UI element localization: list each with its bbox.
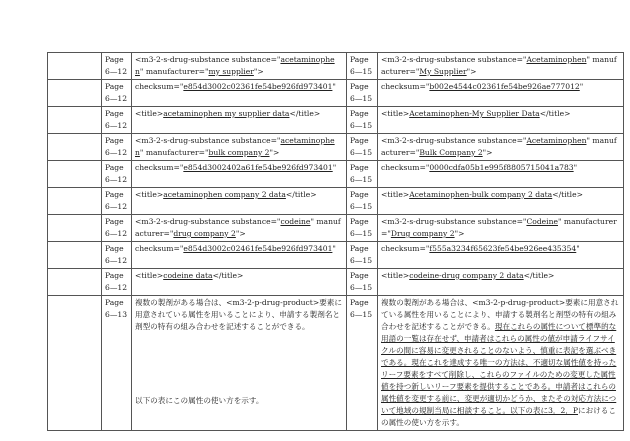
text-fragment: <m3-2-s-drug-substance substance=" <box>135 217 281 226</box>
changed-text: my supplier <box>208 67 254 76</box>
text-fragment: <m3-2-s-drug-substance substance=" <box>381 55 527 64</box>
text-fragment: </title> <box>539 109 571 118</box>
old-page-cell: Page 6—12 <box>102 53 132 80</box>
old-page-cell: Page 6—12 <box>102 242 132 269</box>
changed-text: e854d3002c02361fe54be926fd973401 <box>183 82 333 91</box>
blank-cell <box>48 107 102 134</box>
table-row <box>48 215 624 242</box>
old-text-cell <box>132 188 347 215</box>
old-page-cell: Page 6—13 <box>102 296 132 431</box>
text-fragment: checksum=" <box>135 163 184 172</box>
text-fragment: " <box>576 244 580 253</box>
changed-text: Drug company 2 <box>390 229 455 238</box>
new-text-cell <box>378 188 624 215</box>
table-row <box>48 296 624 431</box>
table-row <box>48 53 624 80</box>
text-fragment: "> <box>482 148 493 157</box>
text-fragment: " <box>332 163 337 172</box>
text-fragment: "> <box>253 67 264 76</box>
old-text-cell <box>132 269 347 296</box>
changed-text: drug company 2 <box>173 229 236 238</box>
new-page-cell: Page 6—15 <box>347 53 378 80</box>
new-page-cell: Page 6—15 <box>347 269 378 296</box>
old-page-cell: Page 6—12 <box>102 161 132 188</box>
text-fragment: checksum=" <box>381 163 430 172</box>
text-fragment: <title> <box>135 271 164 280</box>
changed-text: Acetaminophen-My Supplier Data <box>409 109 540 118</box>
changed-text: b002e4544c02361fe54be926ae777012 <box>429 82 580 91</box>
table-row <box>48 269 624 296</box>
text-fragment: "> <box>269 148 280 157</box>
text-fragment: " manufacturer=" <box>139 148 209 157</box>
text-fragment: checksum=" <box>135 82 184 91</box>
blank-cell <box>48 53 102 80</box>
old-text-cell <box>132 215 347 242</box>
new-text-cell <box>378 107 624 134</box>
blank-cell <box>48 134 102 161</box>
old-page-cell: Page 6—12 <box>102 269 132 296</box>
new-text-cell <box>378 161 624 188</box>
text-fragment: <title> <box>381 190 410 199</box>
text-fragment: <title> <box>135 109 164 118</box>
new-text-plain: 複数の製剤がある場合は、<m3-2-p-drug-product>要素に用意されている属性を用いることにより、申請する製剤名と剤型の特有の組み合わせを記述することができる。 <box>381 298 619 331</box>
text-fragment: </title> <box>523 271 555 280</box>
old-text-cell <box>132 296 347 431</box>
changed-text: 0000cdfa05b1e995f8805715041a783 <box>429 163 574 172</box>
text-fragment: <title> <box>381 109 410 118</box>
text-fragment: checksum=" <box>381 244 430 253</box>
old-page-cell: Page 6—12 <box>102 80 132 107</box>
text-fragment: <m3-2-s-drug-substance substance=" <box>381 217 527 226</box>
table-row <box>48 80 624 107</box>
text-fragment: "> <box>466 67 477 76</box>
text-fragment: <m3-2-s-drug-substance substance=" <box>135 136 281 145</box>
text-fragment: </title> <box>285 190 317 199</box>
text-fragment: "> <box>454 229 465 238</box>
changed-text: e854d3002c02461fe54be926fd973401 <box>183 244 333 253</box>
text-fragment: </title> <box>289 109 321 118</box>
blank-cell <box>48 269 102 296</box>
blank-cell <box>48 161 102 188</box>
old-page-cell: Page 6—12 <box>102 215 132 242</box>
blank-cell <box>48 188 102 215</box>
changed-text: Acetaminophen-bulk company 2 data <box>409 190 553 199</box>
text-fragment: <title> <box>381 271 410 280</box>
new-text-cell <box>378 215 624 242</box>
text-fragment: "> <box>235 229 246 238</box>
changed-text: acetaminophen <box>135 55 335 76</box>
changed-text: acetaminophen company 2 data <box>163 190 286 199</box>
old-text-cell <box>132 80 347 107</box>
changed-text: codeine-drug company 2 data <box>409 271 524 280</box>
changed-text: Bulk Company 2 <box>419 148 483 157</box>
text-fragment: " <box>573 163 578 172</box>
comparison-table-last <box>48 296 624 431</box>
text-fragment: </title> <box>212 271 244 280</box>
table-row <box>48 107 624 134</box>
new-text-cell <box>378 134 624 161</box>
changed-text: Acetaminophen <box>526 136 587 145</box>
table-row <box>48 134 624 161</box>
text-fragment: checksum=" <box>135 244 184 253</box>
new-page-cell: Page 6—15 <box>347 296 378 431</box>
old-page-cell: Page 6—12 <box>102 134 132 161</box>
old-text-cell <box>132 107 347 134</box>
new-page-cell: Page 6—15 <box>347 134 378 161</box>
new-page-cell: Page 6—15 <box>347 242 378 269</box>
blank-cell <box>48 80 102 107</box>
text-fragment: checksum=" <box>381 82 430 91</box>
changed-text: acetaminophen my supplier data <box>163 109 290 118</box>
new-page-cell: Page 6—15 <box>347 215 378 242</box>
changed-text: f555a3234f65623fe54be926ee435354 <box>429 244 577 253</box>
new-text-cell <box>378 296 624 431</box>
blank-cell <box>48 242 102 269</box>
comparison-table <box>47 52 624 431</box>
new-page-cell: Page 6—15 <box>347 80 378 107</box>
changed-text: codeine <box>280 217 311 226</box>
text-fragment: </title> <box>552 190 583 199</box>
changed-text: Acetaminophen <box>526 55 587 64</box>
old-paragraph-1: 複数の製剤がある場合は、<m3-2-p-drug-product>要素に用意されている属性を用いることにより、申請する製剤名と剤型の特有の組み合わせを記述することができる。 <box>135 298 342 331</box>
text-fragment: " manufacturer=" <box>135 217 341 238</box>
comparison-table-body <box>48 53 624 296</box>
changed-text: codeine data <box>163 271 213 280</box>
table-row <box>48 161 624 188</box>
text-fragment: " manufacturer=" <box>381 55 617 76</box>
new-text-inserted-section: 3．2．P <box>548 406 579 415</box>
text-fragment: " <box>579 82 584 91</box>
changed-text: e854d3002402a61fe54be926fd973401 <box>183 163 333 172</box>
old-text-cell <box>132 161 347 188</box>
new-text-cell <box>378 53 624 80</box>
changed-text: Codeine <box>526 217 558 226</box>
new-page-cell: Page 6—15 <box>347 107 378 134</box>
new-page-cell: Page 6—15 <box>347 161 378 188</box>
old-text-cell <box>132 242 347 269</box>
new-text-cell <box>378 80 624 107</box>
changed-text: My Supplier <box>419 67 467 76</box>
text-fragment: " manufacturer=" <box>381 217 617 238</box>
text-fragment: " manufacturer=" <box>139 67 209 76</box>
text-fragment: <m3-2-s-drug-substance substance=" <box>135 55 281 64</box>
text-fragment: " <box>332 82 336 91</box>
old-page-cell: Page 6—12 <box>102 107 132 134</box>
table-row <box>48 188 624 215</box>
changed-text: bulk company 2 <box>208 148 270 157</box>
table-row <box>48 242 624 269</box>
new-text-cell <box>378 242 624 269</box>
text-fragment: " <box>332 244 336 253</box>
new-text-cell <box>378 269 624 296</box>
new-text-inserted: 現在これらの属性について標準的な用語の一覧は存在せず、申請者はこれらの属性の値が申請ライフサイクルの間に容易に変更されることのないよう、慎重に表記を選ぶべきである。現在これを達成する唯一の方法は、不適切な属性値を持ったリーフ要素をすべて削除し、これらのファイルのための変更した属性値を持つ新しいリーフ要素を提供することである。申請者はこれらの属性値を変更する前に、変更が適切かどうか、またその対応方法について地域の規制当局に相談すること。以下の表に <box>381 322 617 415</box>
new-text-tail: におけるこの属性の使い方を示す。 <box>381 406 616 427</box>
old-text-cell <box>132 134 347 161</box>
text-fragment: <m3-2-s-drug-substance substance=" <box>381 136 527 145</box>
old-text-cell <box>132 53 347 80</box>
changed-text: acetaminophen <box>135 136 335 157</box>
new-page-cell: Page 6—15 <box>347 188 378 215</box>
text-fragment: <title> <box>135 190 164 199</box>
blank-cell <box>48 215 102 242</box>
old-page-cell: Page 6—12 <box>102 188 132 215</box>
old-paragraph-2: 以下の表にこの属性の使い方を示す。 <box>135 396 264 405</box>
text-fragment: " manufacturer=" <box>381 136 617 157</box>
blank-cell <box>48 296 102 431</box>
